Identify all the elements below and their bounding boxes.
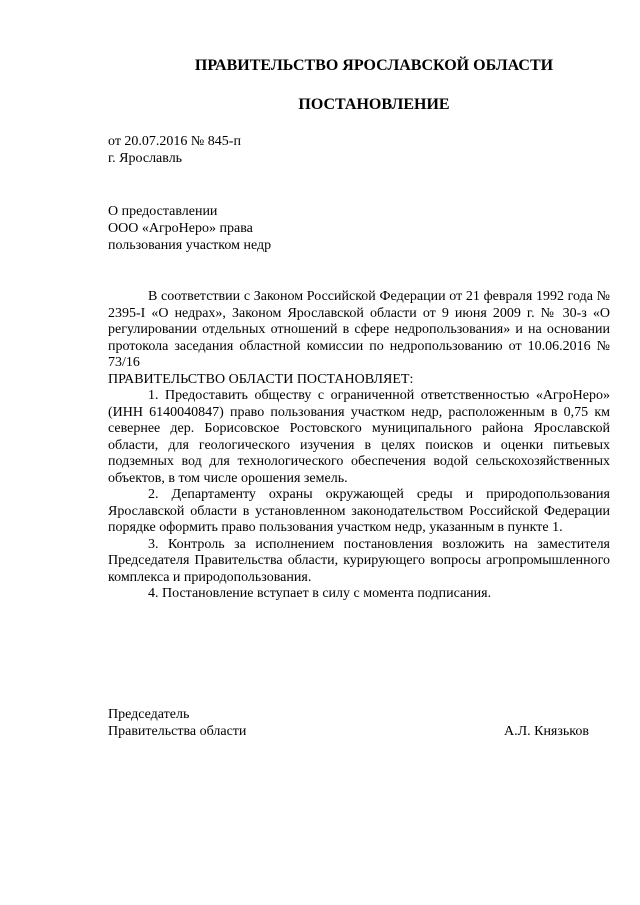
signature-row-1 xyxy=(108,706,589,723)
subject-line: пользования участком недр xyxy=(108,238,272,253)
item-paragraph-4: 4. Постановление вступает в силу с момента подписания. xyxy=(148,586,492,601)
item-paragraph-2: 2. Департаменту охраны окружающей среды и природопользования Ярославской области в установленном законодательством Российской Федерации порядке оформить право пользования участком недр, указанным в пункте 1. xyxy=(108,487,610,535)
city: г. Ярославль xyxy=(108,151,183,166)
organization-heading: ПРАВИТЕЛЬСТВО ЯРОСЛАВСКОЙ ОБЛАСТИ xyxy=(194,57,554,74)
signatory-title-line2: Правительства области xyxy=(108,724,247,739)
document-subject xyxy=(108,203,271,254)
signatory-title-line1: Председатель xyxy=(108,707,190,722)
date-number: от 20.07.2016 № 845-п xyxy=(108,134,241,149)
signature-block xyxy=(108,706,589,740)
signature-row-2 xyxy=(108,723,589,740)
document-body xyxy=(108,289,610,603)
subject-line: О предоставлении xyxy=(108,204,218,219)
item-paragraph-3: 3. Контроль за исполнением постановления возложить на заместителя Председателя Правительства области, курирующего вопросы агропромышленного комплекса и природопользования. xyxy=(108,536,610,585)
document-meta xyxy=(108,133,241,167)
resolves-line: ПРАВИТЕЛЬСТВО ОБЛАСТИ ПОСТАНОВЛЯЕТ: xyxy=(108,371,414,387)
item-paragraph-1: 1. Предоставить обществу с ограниченной ответственностью «АгроНеро» (ИНН 6140040847) право пользования участком недр, расположенным в 0,75 км севернее дер. Борисовское Ростовского муниципального района Ярославской области, для геологического изучения в целях поисков и оценки питьевых подземных вод для технологического обеспечения водой сельскохозяйственных объектов, в том числе орошения земель. xyxy=(108,388,610,486)
document-type-heading: ПОСТАНОВЛЕНИЕ xyxy=(298,96,450,113)
preamble-paragraph: В соответствии с Законом Российской Федерации от 21 февраля 1992 года № 2395-I «О недрах», Законом Ярославской области от 9 июня 2009 г. № 30-з «О регулировании отдельных отношений в сфере недропользования» и на основании протокола заседания областной комиссии по недропользованию от 10.06.2016 № 73/16 xyxy=(108,289,610,370)
signatory-name: А.Л. Князьков xyxy=(504,724,589,739)
subject-line: ООО «АгроНеро» права xyxy=(108,221,253,236)
